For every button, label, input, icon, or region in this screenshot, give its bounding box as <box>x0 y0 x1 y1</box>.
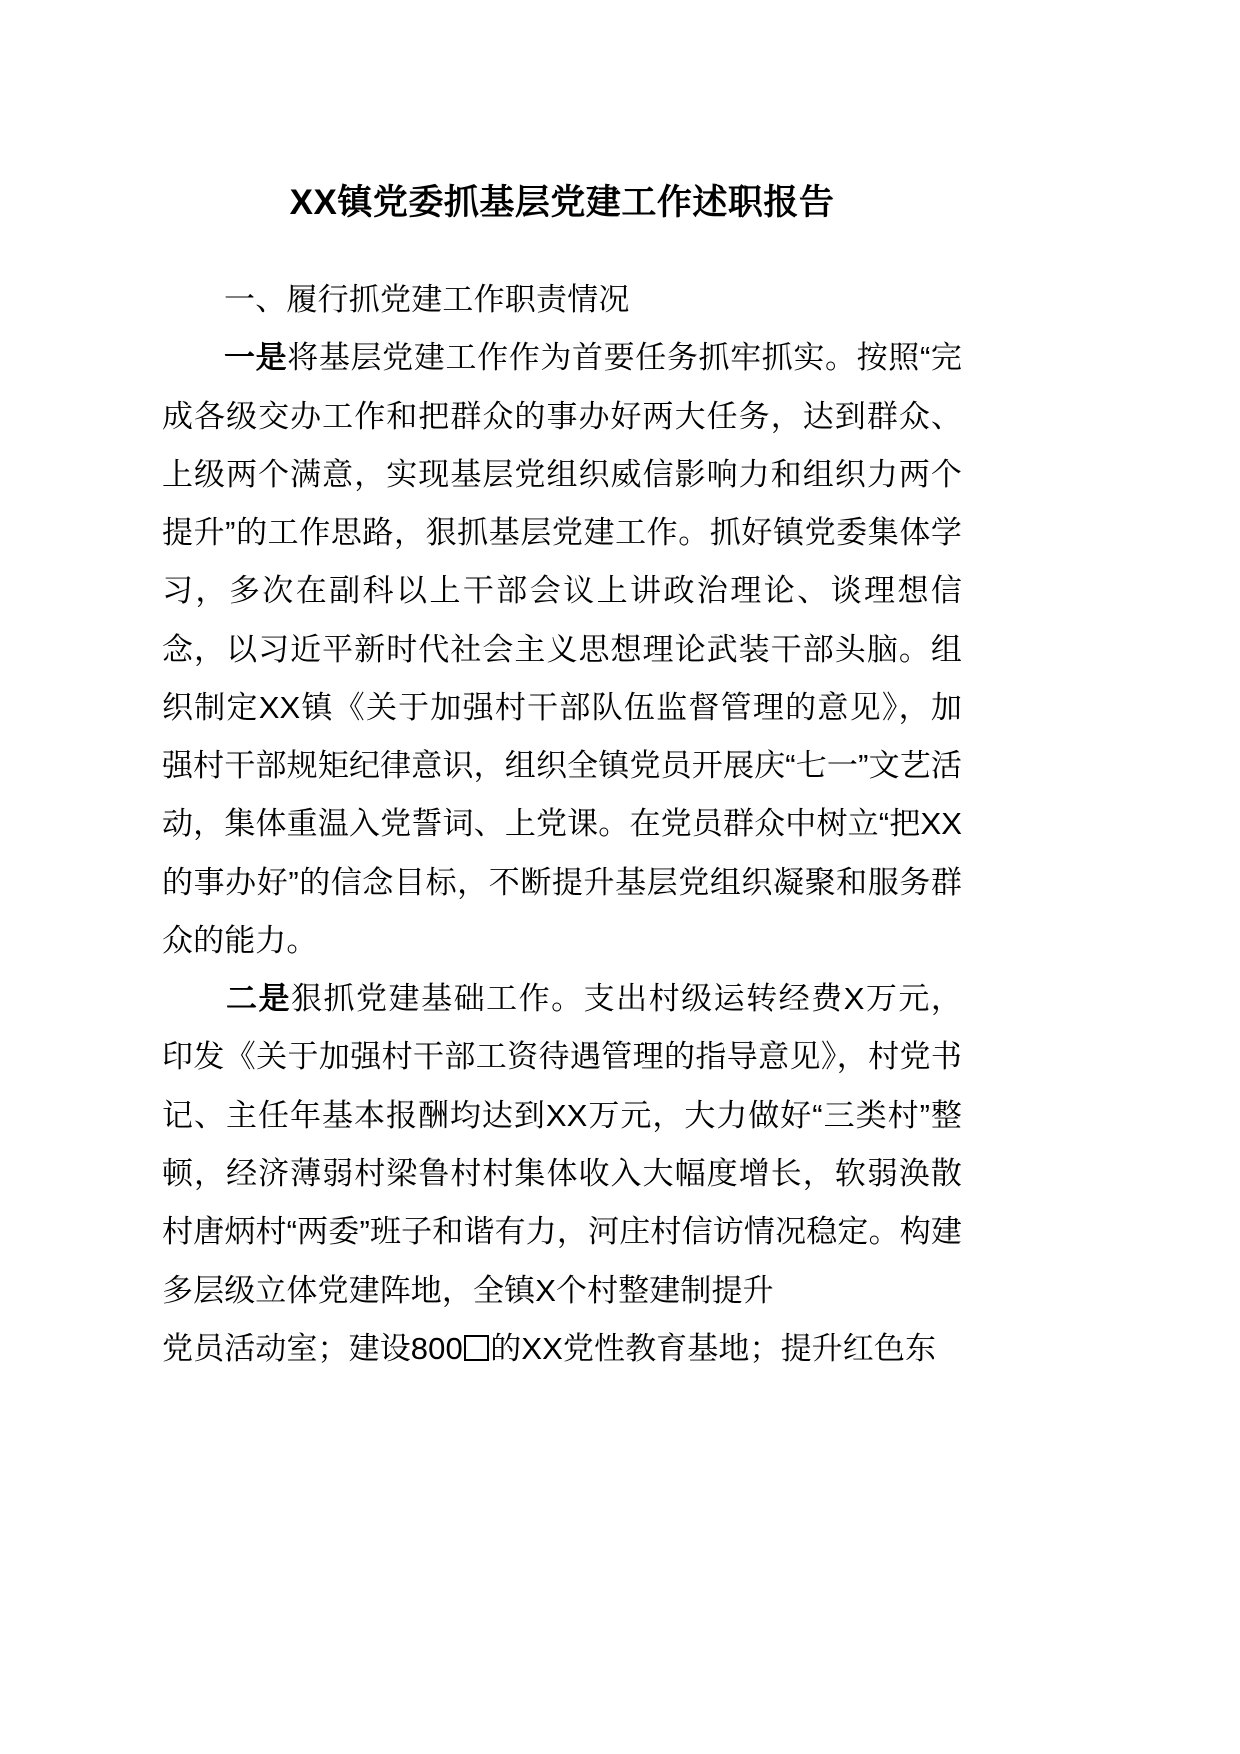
page-title: XX镇党委抓基层党建工作述职报告 <box>289 183 835 222</box>
bottom-clipped-line <box>162 1320 962 1378</box>
document-body <box>162 0 962 1378</box>
bottom-line-text-after: 的XX党性教育基地；提升红色东 <box>490 1330 937 1366</box>
paragraph-one-body: 将基层党建工作作为首要任务抓牢抓实。按照“完成各级交办工作和把群众的事办好两大任务，达到群众、上级两个满意，实现基层党组织威信影响力和组织力两个提升”的工作思路，狠抓基层党建工作。抓好镇党委集体学习，多次在副科以上干部会议上讲政治理论、谈理想信念，以习近平新时代社会主义思想理论武装干部头脑。组织制定XX镇《关于加强村干部队伍监督管理的意见》，加强村干部规矩纪律意识，组织全镇党员开展庆“七一”文艺活动，集体重温入党誓词、上党课。在党员群众中树立“把XX的事办好”的信念目标，不断提升基层党组织凝聚和服务群众的能力。 <box>162 340 963 958</box>
section-heading: 一、履行抓党建工作职责情况 <box>224 282 630 317</box>
missing-glyph-box <box>464 1335 489 1362</box>
bottom-line-text-before: 党员活动室；建设800 <box>162 1330 463 1366</box>
paragraph-two-lead: 二是 <box>226 981 292 1017</box>
paragraph-two-body: 狠抓党建基础工作。支出村级运转经费X万元，印发《关于加强村干部工资待遇管理的指导意见》，村党书记、主任年基本报酬均达到XX万元，大力做好“三类村”整顿，经济薄弱村梁鲁村村集体收入大幅度增长，软弱涣散村唐炳村“两委”班子和谐有力，河庄村信访情况稳定。构建多层级立体党建阵地，全镇X个村整建制提升 <box>162 981 963 1308</box>
paragraph-one <box>162 329 962 970</box>
paragraph-one-lead: 一是 <box>224 340 288 376</box>
paragraph-two <box>162 970 962 1320</box>
